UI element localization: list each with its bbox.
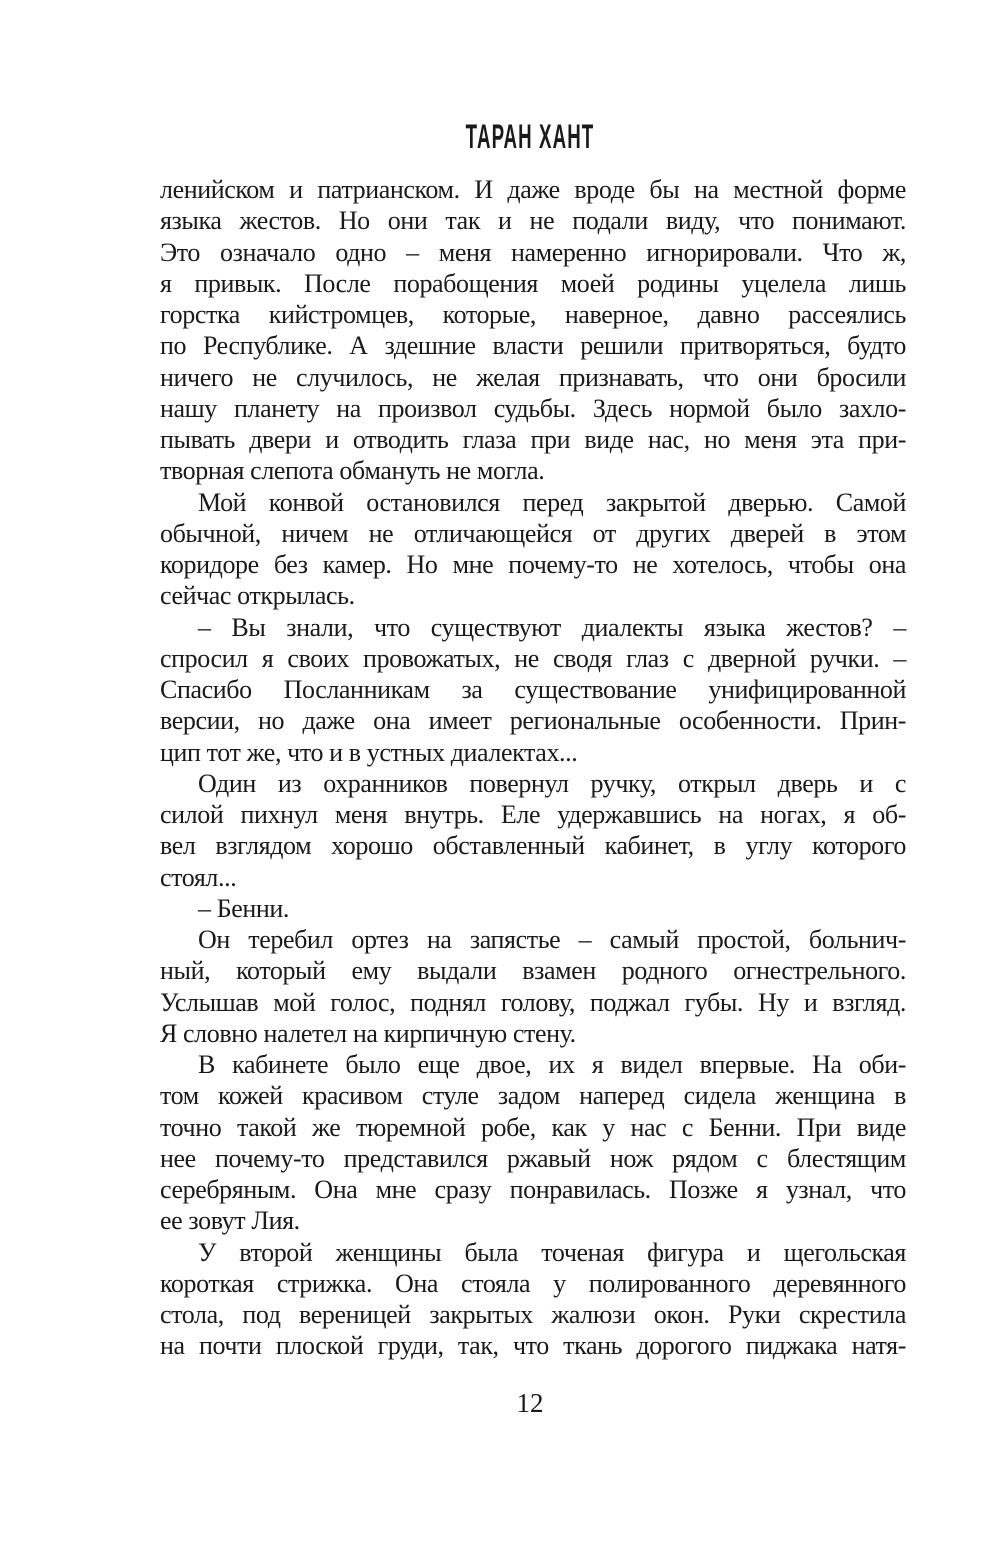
paragraph [160,1237,906,1362]
text-line: Мой конвой остановился перед закрытой дверью. Самой [198,487,906,517]
text-line: творная слепота обмануть не могла. [160,456,545,486]
text-line: стола, под вереницей закрытых жалюзи окон. Руки скрестила [160,1300,906,1329]
text-line: ный, который ему выдали взамен родного огнестрельного. [160,956,906,986]
text-line: силой пихнул меня внутрь. Еле удержавшись на ногах, я об- [160,800,906,829]
page-number: 12 [516,1388,544,1418]
text-line: горстка кийстромцев, которые, наверное, давно рассеялись [160,300,906,329]
text-line: Один из охранников повернул ручку, открыл дверь и с [198,768,906,798]
text-line: цип тот же, что и в устных диалектах... [160,737,578,767]
text-line: по Республике. А здешние власти решили притворяться, будто [160,331,906,361]
text-line: ничего не случилось, не желая признавать, что они бросили [160,362,906,392]
text-line: ленийском и патрианском. И даже вроде бы на местной форме [160,175,906,204]
text-line: коридоре без камер. Но мне почему-то не хотелось, чтобы она [160,550,906,579]
text-line: точно такой же тюремной робе, как у нас с Бенни. При виде [160,1112,906,1142]
text-line: спросил я своих провожатых, не сводя глаз с дверной ручки. – [160,643,906,673]
text-line: языка жестов. Но они так и не подали виду, что понимают. [160,206,906,236]
text-line: я привык. После порабощения моей родины уцелела лишь [160,268,906,298]
text-line: Услышав мой голос, поднял голову, поджал губы. Ну и взгляд. [160,987,906,1017]
text-line: нее почему-то представился ржавый нож рядом с блестящим [160,1143,906,1173]
text-line: У второй женщины была точеная фигура и щегольская [198,1237,906,1267]
paragraph [160,612,906,768]
text-line: серебряным. Она мне сразу понравилась. Позже я узнал, что [160,1175,906,1204]
text-line: Он теребил ортез на запястье – самый простой, больнич- [198,925,906,954]
text-line: том кожей красивом стуле задом наперед сидела женщина в [160,1081,906,1111]
paragraph [160,893,906,924]
text-line: вел взглядом хорошо обставленный кабинет, в углу которого [160,831,906,861]
paragraph [160,1049,906,1237]
text-line: стоял... [160,862,237,892]
text-line: обычной, ничем не отличающейся от других дверей в этом [160,518,906,548]
text-line: Спасибо Посланникам за существование унифицированной [160,675,906,704]
author-name: ТАРАН ХАНТ [465,118,595,156]
body-text [160,174,906,1362]
text-line: пывать двери и отводить глаза при виде нас, но меня эта при- [160,425,906,454]
paragraph [160,487,906,612]
text-line: – Бенни. [198,893,290,923]
text-line: сейчас открылась. [160,581,355,611]
text-line: Я словно налетел на кирпичную стену. [160,1018,576,1048]
text-line: на почти плоской груди, так, что ткань дорогого пиджака натя- [160,1331,906,1361]
text-line: нашу планету на произвол судьбы. Здесь нормой было захло- [160,393,906,423]
text-line: версии, но даже она имеет региональные особенности. Прин- [160,706,906,736]
text-line: В кабинете было еще двое, их я видел впервые. На оби- [198,1050,906,1079]
running-header [0,118,1000,157]
paragraph [160,174,906,487]
text-line: Это означало одно – меня намеренно игнорировали. Что ж, [160,237,906,267]
text-line: – Вы знали, что существуют диалекты языка жестов? – [198,612,906,642]
paragraph [160,924,906,1049]
text-line: ее зовут Лия. [160,1206,300,1236]
text-line: короткая стрижка. Она стояла у полированного деревянного [160,1268,906,1298]
paragraph [160,768,906,893]
